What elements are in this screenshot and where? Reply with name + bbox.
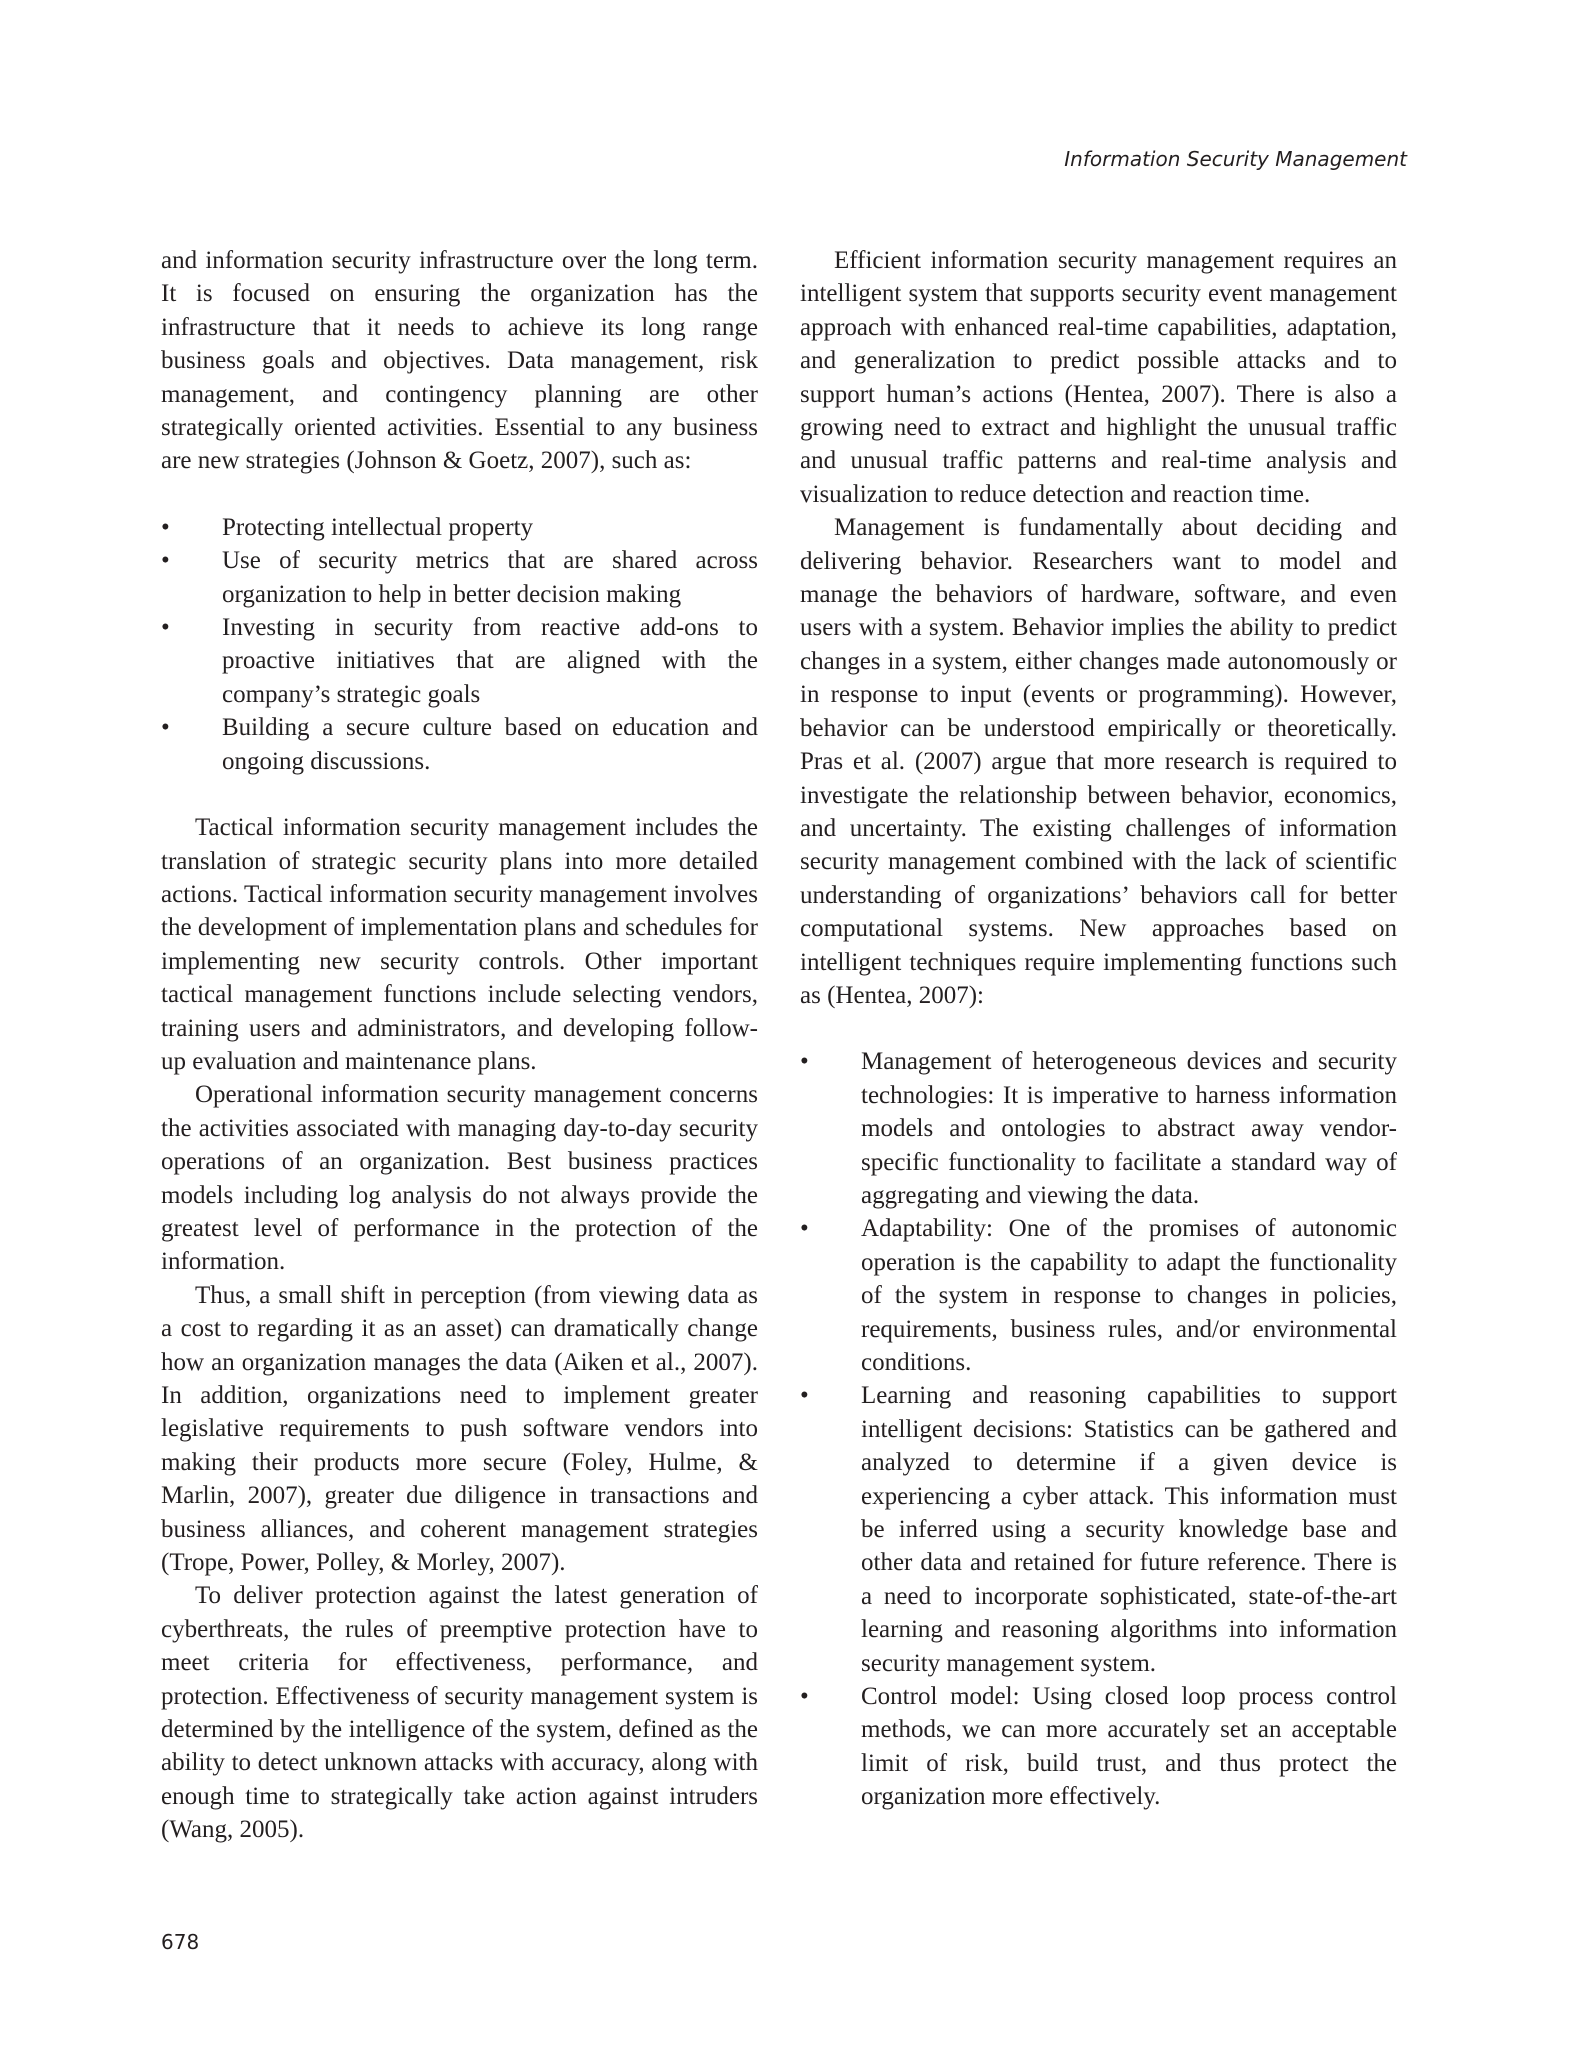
bullet-icon: • [161, 614, 170, 642]
bullet-icon: • [161, 513, 170, 541]
list-item-text: Use of security metrics that are shared across organization to help in better decision making [222, 547, 758, 608]
bullet-icon: • [161, 714, 170, 742]
list-item [800, 1680, 1397, 1814]
paragraph-management: Management is fundamentally about deciding and delivering behavior. Researchers want to model and manage the behaviors of hardware, software, and even users with a system. Behavior implies the ability to predict changes in a system, either changes made autonomously or in response to input (events or programming). However, behavior can be understood empirically or theoretically. Pras et al. (2007) argue that more research is required to investigate the relationship between behavior, economics, and uncertainty. The existing challenges of information security management combined with the lack of scientific understanding of organizations’ behaviors call for better computational systems. New approaches based on intelligent techniques require implementing functions such as (Hentea, 2007): [800, 514, 1397, 1009]
page-number: 678 [161, 1930, 200, 1954]
paragraph-efficient: Efficient information security management requires an intelligent system that supports security event management approach with enhanced real-time capabilities, adaptation, and generalization to predict possible attacks and to support human’s actions (Hentea, 2007). There is also a growing need to extract and highlight the unusual traffic and unusual traffic patterns and real-time analysis and visualization to reduce detection and reaction time. [800, 247, 1397, 508]
paragraph-protection: To deliver protection against the latest generation of cyberthreats, the rules of preemptive protection have to meet criteria for effectiveness, performance, and protection. Effectiveness of security management system is determined by the intelligence of the system, defined as the ability to detect unknown attacks with accuracy, along with enough time to strategically take action against intruders (Wang, 2005). [161, 1582, 758, 1844]
running-head: Information Security Management [1064, 147, 1407, 171]
list-item-text: Investing in security from reactive add-ons to proactive initiatives that are aligned with the company’s strategic goals [222, 614, 758, 708]
list-item [161, 611, 758, 711]
left-column [161, 244, 758, 1847]
list-item [161, 511, 758, 544]
list-item-text: Learning and reasoning capabilities to support intelligent decisions: Statistics can be gathered and analyzed to determine if a given device is experiencing a cyber attack. This information must be inferred using a security knowledge base and other data and retained for future reference. There is a need to incorporate sophisticated, state-of-the-art learning and reasoning algorithms into information security management system. [861, 1382, 1397, 1677]
bullet-icon: • [161, 547, 170, 575]
list-item-text: Control model: Using closed loop process control methods, we can more accurately set an acceptable limit of risk, build trust, and thus protect the organization more effectively. [861, 1683, 1397, 1811]
list-item [800, 1212, 1397, 1379]
paragraph-shift: Thus, a small shift in perception (from viewing data as a cost to regarding it as an asset) can dramatically change how an organization manages the data (Aiken et al., 2007). In addition, organizations need to implement greater legislative requirements to push software vendors into making their products more secure (Foley, Hulme, & Marlin, 2007), greater due diligence in transactions and business alliances, and coherent management strategies (Trope, Power, Polley, & Morley, 2007). [161, 1281, 758, 1577]
list-item-text: Building a secure culture based on education and ongoing discussions. [222, 714, 758, 775]
right-column [800, 244, 1397, 1814]
bullet-icon: • [800, 1215, 809, 1243]
paragraph-intro: and information security infrastructure over the long term. It is focused on ensuring the organization has the infrastructure that it needs to achieve its long range business goals and objectives. Data management, risk management, and contingency planning are other strategically oriented activities. Essential to any business are new strategies (Johnson & Goetz, 2007), such as: [161, 247, 758, 475]
bullet-icon: • [800, 1683, 809, 1711]
list-item [800, 1045, 1397, 1212]
list-item-text: Protecting intellectual property [222, 513, 534, 541]
functions-bullet-list [800, 1045, 1397, 1813]
list-item [161, 544, 758, 611]
bullet-icon: • [800, 1382, 809, 1410]
paragraph-operational: Operational information security management concerns the activities associated with managing day-to-day security operations of an organization. Best business practices models including log analysis do not always provide the greatest level of performance in the protection of the information. [161, 1081, 758, 1276]
list-item-text: Adaptability: One of the promises of autonomic operation is the capability to adapt the functionality of the system in response to changes in policies, requirements, business rules, and/or environmental conditions. [861, 1215, 1397, 1376]
strategy-bullet-list [161, 511, 758, 778]
list-item-text: Management of heterogeneous devices and security technologies: It is imperative to harness information models and ontologies to abstract away vendor-specific functionality to facilitate a standard way of aggregating and viewing the data. [861, 1048, 1397, 1209]
paragraph-tactical: Tactical information security management includes the translation of strategic security plans into more detailed actions. Tactical information security management involves the development of implementation plans and schedules for implementing new security controls. Other important tactical management functions include selecting vendors, training users and administrators, and developing follow-up evaluation and maintenance plans. [161, 814, 758, 1075]
bullet-icon: • [800, 1048, 809, 1076]
list-item [800, 1379, 1397, 1680]
list-item [161, 711, 758, 778]
